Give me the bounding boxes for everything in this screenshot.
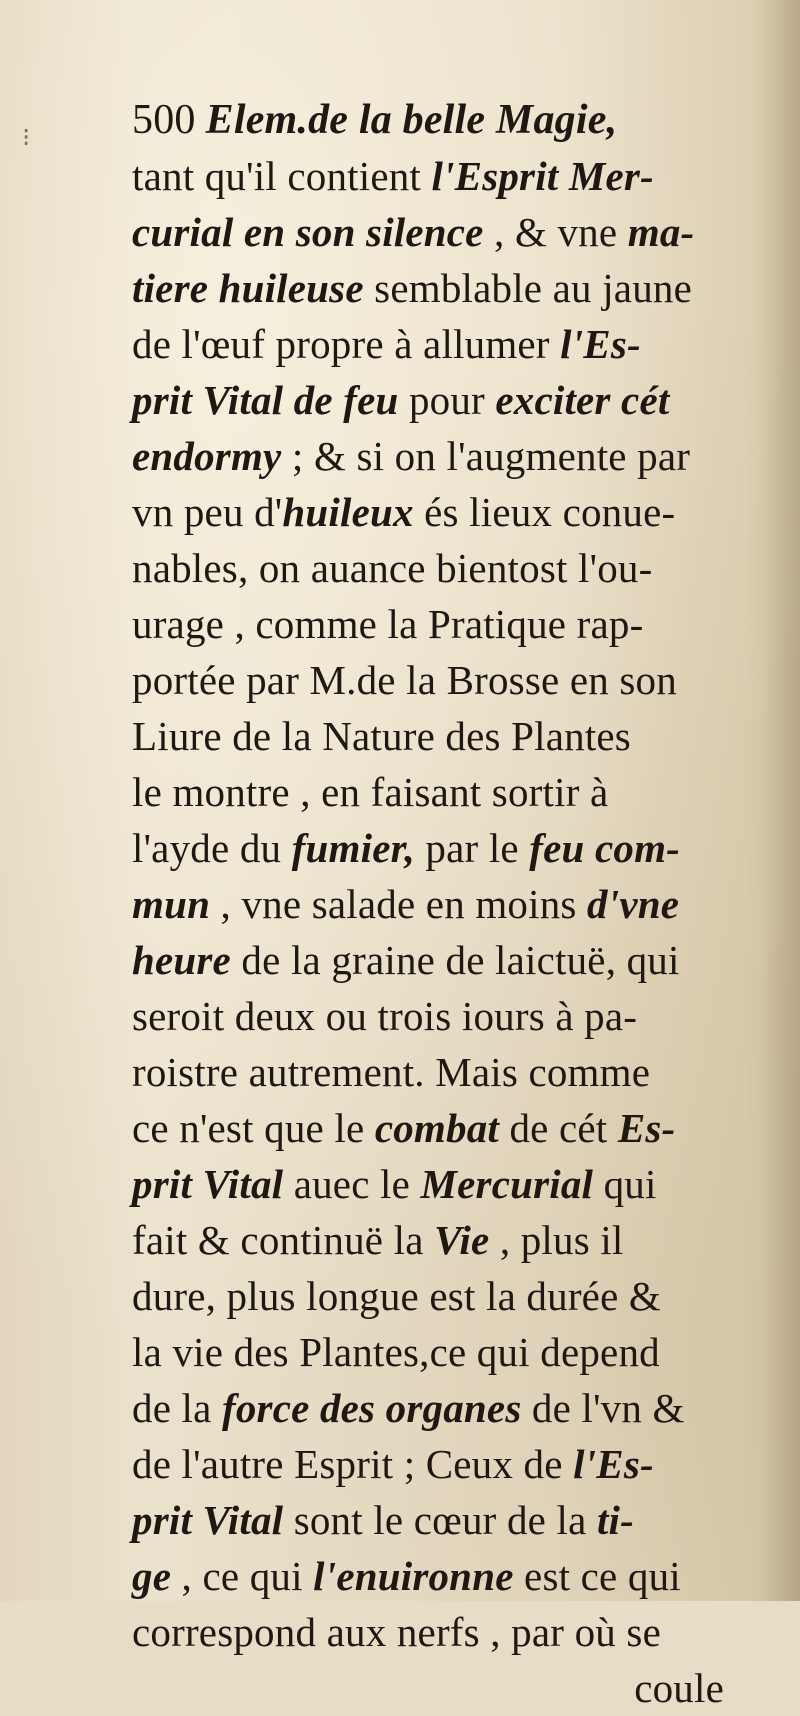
text-run: auec le — [283, 1161, 421, 1207]
text-line — [132, 708, 732, 764]
text-run: dure, plus longue est la durée & — [132, 1273, 662, 1319]
text-run: correspond aux nerfs , par où se — [132, 1609, 661, 1655]
italic-text: force des organes — [222, 1385, 522, 1431]
text-line — [132, 1604, 732, 1660]
italic-text: ma- — [627, 209, 695, 255]
italic-text: fumier, — [291, 825, 415, 871]
text-block — [132, 92, 732, 1716]
text-line — [132, 1436, 732, 1492]
italic-text: huileux — [282, 489, 414, 535]
text-line — [132, 372, 732, 428]
italic-text: d'vne — [587, 881, 680, 927]
text-run: la vie des Plantes,ce qui depend — [132, 1329, 660, 1375]
text-line — [132, 820, 732, 876]
text-run: par le — [414, 825, 530, 871]
text-line — [132, 932, 732, 988]
italic-text: prit Vital — [132, 1161, 284, 1207]
text-run: nables, on auance bientost l'ou- — [132, 545, 653, 591]
text-run: ce n'est que le — [132, 1105, 375, 1151]
text-run: de la graine de laictuë, qui — [230, 937, 680, 983]
text-line — [132, 1492, 732, 1548]
italic-text: curial en son silence — [132, 209, 484, 255]
body-text — [132, 148, 732, 1660]
text-line — [132, 484, 732, 540]
italic-text: Vie — [434, 1217, 490, 1263]
italic-text: Es- — [617, 1105, 676, 1151]
text-line — [132, 988, 732, 1044]
page-gutter-shadow — [760, 0, 800, 1601]
running-head — [132, 92, 732, 148]
text-run: de la — [132, 1385, 222, 1431]
text-line — [132, 540, 732, 596]
text-line — [132, 1548, 732, 1604]
text-line — [132, 148, 732, 204]
italic-text: tiere huileuse — [132, 265, 364, 311]
text-run: roistre autrement. Mais comme — [132, 1049, 651, 1095]
italic-text: l'enuironne — [313, 1553, 514, 1599]
text-line — [132, 764, 732, 820]
page-number: 500 — [132, 97, 196, 143]
text-line — [132, 316, 732, 372]
italic-text: prit Vital — [132, 1497, 284, 1543]
italic-text: exciter cét — [495, 377, 670, 423]
text-run: Liure de la Nature des Plantes — [132, 713, 631, 759]
text-run: de cét — [499, 1105, 618, 1151]
text-run: semblable au jaune — [363, 265, 692, 311]
text-run: est ce qui — [513, 1553, 681, 1599]
text-line — [132, 1324, 732, 1380]
text-run: de l'vn & — [521, 1385, 685, 1431]
italic-text: heure — [132, 937, 231, 983]
text-run: , plus il — [489, 1217, 624, 1263]
text-line — [132, 1100, 732, 1156]
italic-text: l'Es- — [573, 1441, 654, 1487]
italic-text: l'Esprit Mer- — [431, 153, 654, 199]
italic-text: Mercurial — [420, 1161, 594, 1207]
text-line — [132, 260, 732, 316]
text-run: de l'œuf propre à allumer — [132, 321, 561, 367]
text-line — [132, 596, 732, 652]
text-line — [132, 1380, 732, 1436]
italic-text: mun — [132, 881, 211, 927]
text-run: urage , comme la Pratique rap- — [132, 601, 644, 647]
margin-ink-mark: ⁝ — [22, 123, 31, 152]
running-title: Elem.de la belle Magie, — [205, 97, 618, 143]
text-run: qui — [593, 1161, 657, 1207]
text-run: , ce qui — [171, 1553, 314, 1599]
text-line — [132, 204, 732, 260]
catchword: coule — [634, 1665, 724, 1711]
italic-text: prit Vital de feu — [132, 377, 399, 423]
text-line — [132, 1212, 732, 1268]
text-run: l'ayde du — [132, 825, 292, 871]
catchword-line — [132, 1660, 732, 1716]
italic-text: ti- — [596, 1497, 634, 1543]
text-run: vn peu d' — [132, 489, 283, 535]
italic-text: combat — [374, 1105, 500, 1151]
text-line — [132, 1156, 732, 1212]
text-run: portée par M.de la Brosse en son — [132, 657, 677, 703]
text-run: pour — [398, 377, 496, 423]
text-line — [132, 428, 732, 484]
text-run: tant qu'il contient — [132, 153, 432, 199]
text-line — [132, 876, 732, 932]
text-line — [132, 652, 732, 708]
text-run: sont le cœur de la — [283, 1497, 597, 1543]
text-run: de l'autre Esprit ; Ceux de — [132, 1441, 574, 1487]
text-line — [132, 1044, 732, 1100]
text-run: le montre , en faisant sortir à — [132, 769, 609, 815]
text-run: seroit deux ou trois iours à pa- — [132, 993, 638, 1039]
text-run: , & vne — [483, 209, 628, 255]
text-run: ; & si on l'augmente par — [281, 433, 691, 479]
italic-text: endormy — [132, 433, 282, 479]
text-run: , vne salade en moins — [210, 881, 588, 927]
italic-text: l'Es- — [560, 321, 641, 367]
italic-text: ge — [132, 1553, 172, 1599]
text-run: és lieux conue- — [413, 489, 676, 535]
text-run: fait & continuë la — [132, 1217, 435, 1263]
italic-text: feu com- — [529, 825, 681, 871]
text-line — [132, 1268, 732, 1324]
